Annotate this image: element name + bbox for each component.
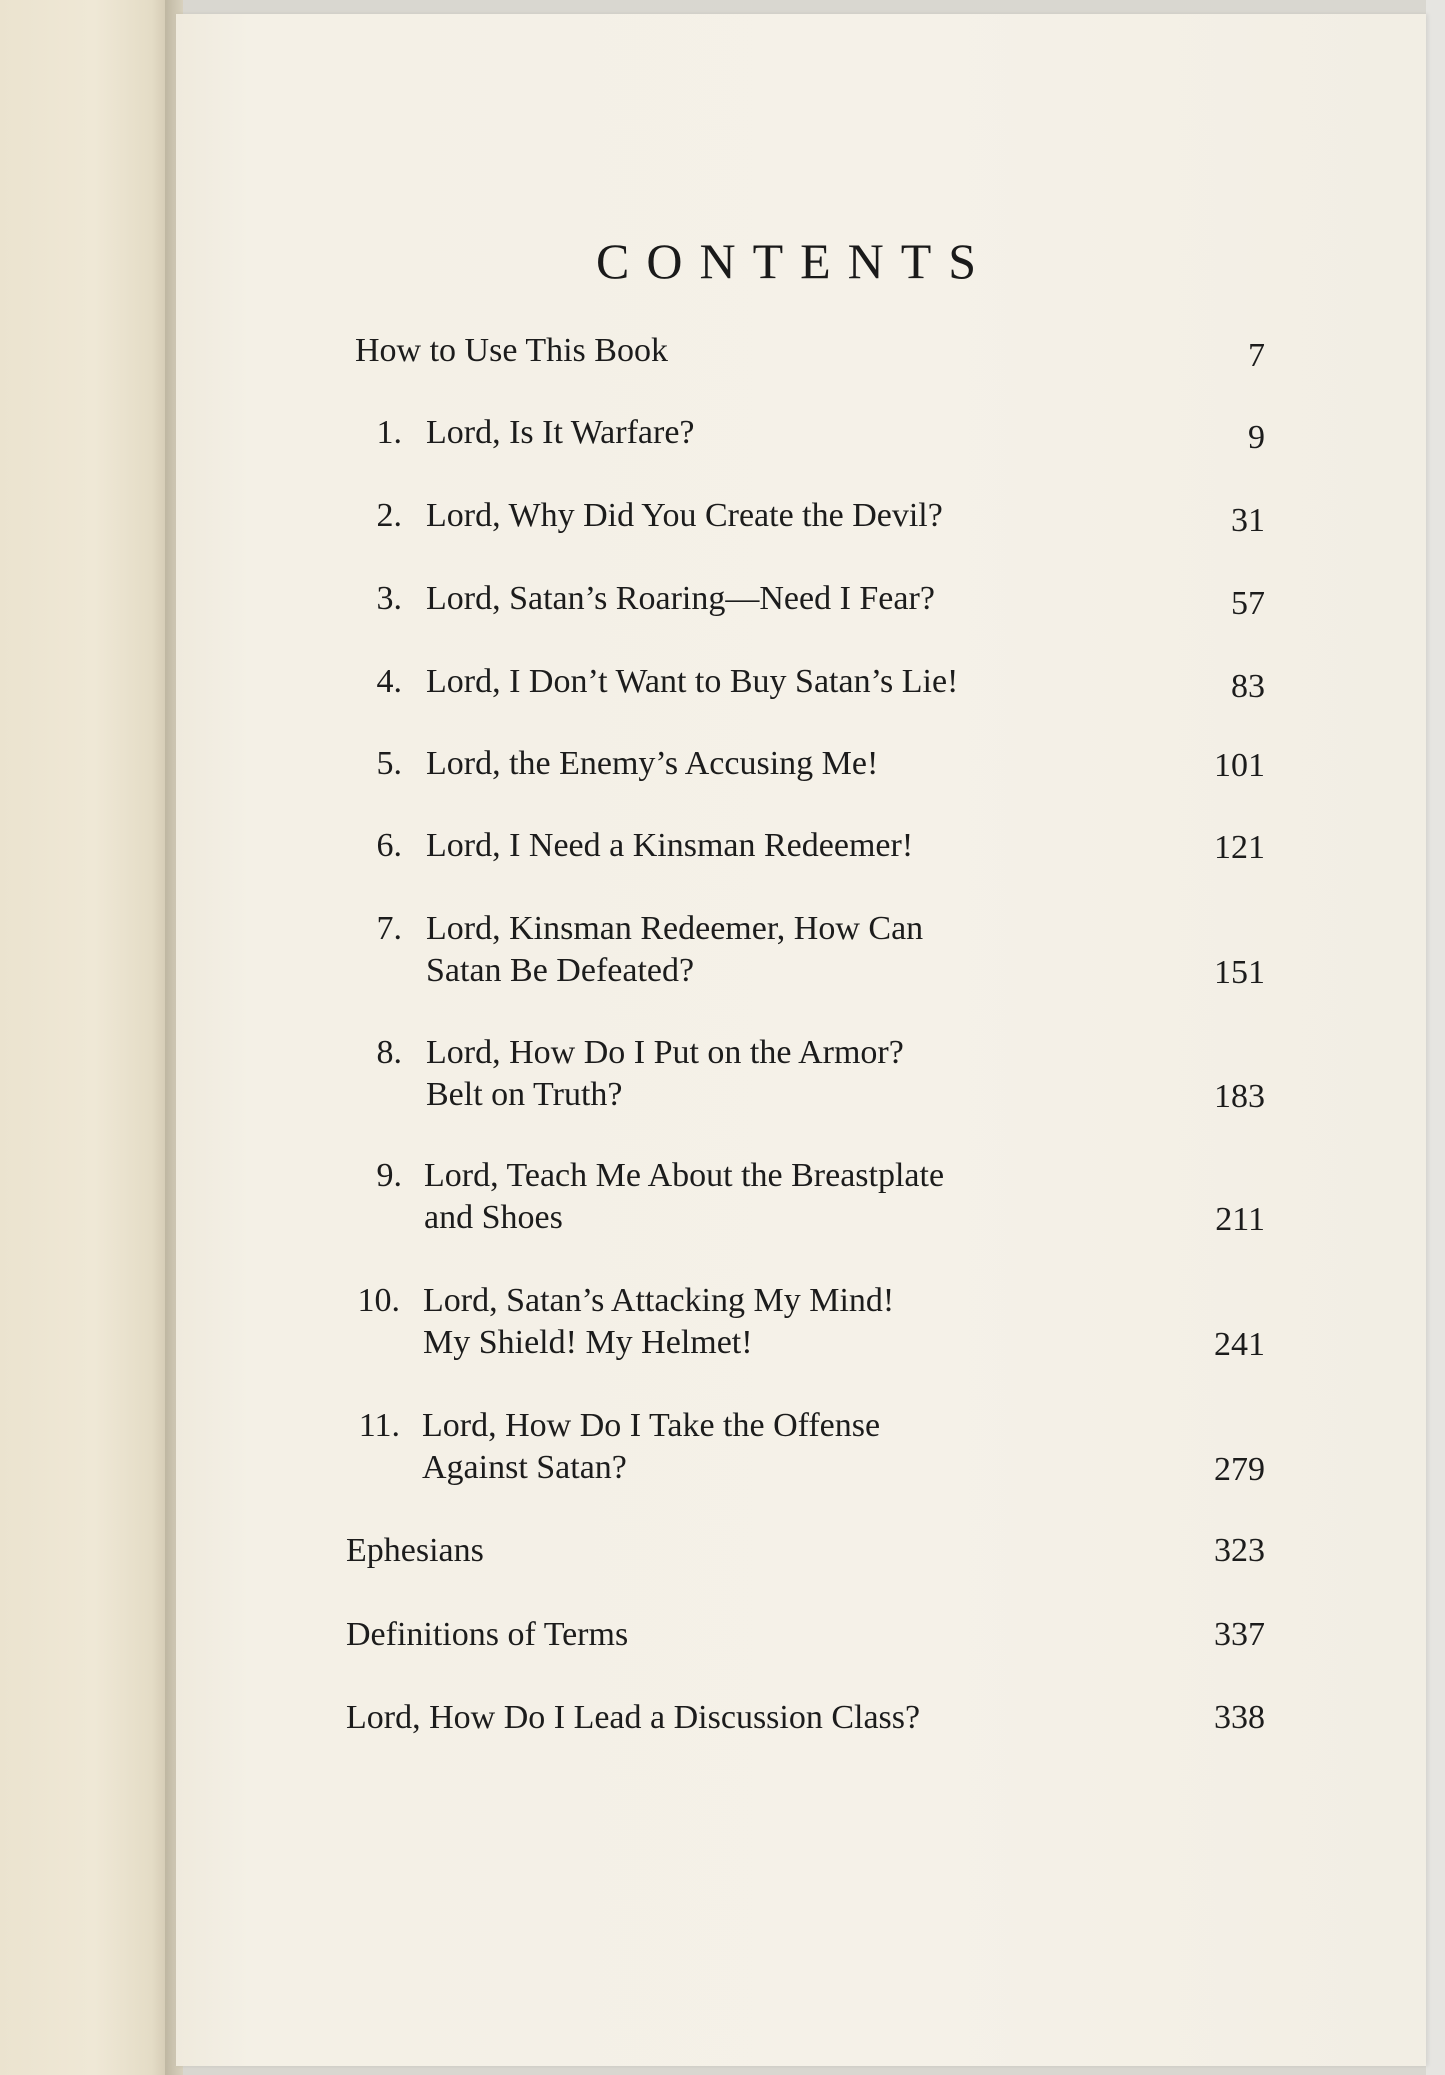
toc-entry-title-continued: My Shield! My Helmet! [423, 1324, 753, 1361]
toc-entry-title: Lord, I Don’t Want to Buy Satan’s Lie! [426, 663, 959, 700]
toc-entry-title-continued: and Shoes [424, 1199, 563, 1236]
toc-entry-page: 241 [1214, 1326, 1265, 1363]
toc-entry-title-continued: Satan Be Defeated? [426, 952, 695, 989]
toc-entry-title: Lord, Why Did You Create the Devil? [426, 497, 943, 534]
toc-entry-page: 279 [1214, 1451, 1265, 1488]
toc-entry-page: 57 [1231, 585, 1265, 622]
toc-entry-title: Lord, I Need a Kinsman Redeemer! [426, 827, 914, 864]
toc-entry-page: 31 [1231, 502, 1265, 539]
toc-entry-title: Lord, Kinsman Redeemer, How Can [426, 910, 924, 947]
toc-entry-number: 5. [376, 745, 402, 782]
toc-entry-number: 3. [376, 580, 402, 617]
toc-entry-page: 323 [1214, 1532, 1265, 1569]
toc-entry-page: 83 [1231, 668, 1265, 705]
toc-entry-number: 11. [358, 1407, 400, 1444]
toc-entry-title: Ephesians [346, 1532, 484, 1569]
toc-entry-title: Lord, Is It Warfare? [426, 414, 695, 451]
toc-entry-title: Lord, How Do I Put on the Armor? [426, 1034, 904, 1071]
toc-entry-number: 1. [376, 414, 402, 451]
toc-entry-title: Lord, How Do I Lead a Discussion Class? [346, 1699, 921, 1736]
toc-entry-page: 211 [1215, 1201, 1265, 1238]
toc-entry-title: Definitions of Terms [346, 1616, 629, 1653]
toc-entry-number: 2. [376, 497, 402, 534]
toc-entry-page: 9 [1248, 419, 1265, 456]
toc-entry-number: 4. [376, 663, 402, 700]
toc-entry-title: Lord, Satan’s Attacking My Mind! [423, 1282, 895, 1319]
toc-entry-page: 101 [1214, 747, 1265, 784]
toc-entry-title: Lord, How Do I Take the Offense [422, 1407, 881, 1444]
toc-entry-title-continued: Against Satan? [422, 1449, 627, 1486]
toc-entry-page: 337 [1214, 1616, 1265, 1653]
toc-entry-page: 183 [1214, 1078, 1265, 1115]
toc-entry-page: 151 [1214, 954, 1265, 991]
toc-entry-number: 10. [357, 1282, 400, 1319]
toc-entry-number: 8. [376, 1034, 402, 1071]
toc-entry-number: 9. [376, 1157, 402, 1194]
toc-entry-title: How to Use This Book [355, 332, 668, 369]
toc-entry-title: Lord, Teach Me About the Breastplate [424, 1157, 945, 1194]
toc-entry-number: 7. [376, 910, 402, 947]
toc-entry-page: 121 [1214, 829, 1265, 866]
toc-entry-title: Lord, the Enemy’s Accusing Me! [426, 745, 879, 782]
toc-entry-number: 6. [376, 827, 402, 864]
toc-entry-page: 338 [1214, 1699, 1265, 1736]
toc-entry-title: Lord, Satan’s Roaring—Need I Fear? [426, 580, 935, 617]
contents-heading: CONTENTS [596, 233, 994, 289]
toc-entry-page: 7 [1248, 337, 1265, 374]
toc-entry-title-continued: Belt on Truth? [426, 1076, 623, 1113]
